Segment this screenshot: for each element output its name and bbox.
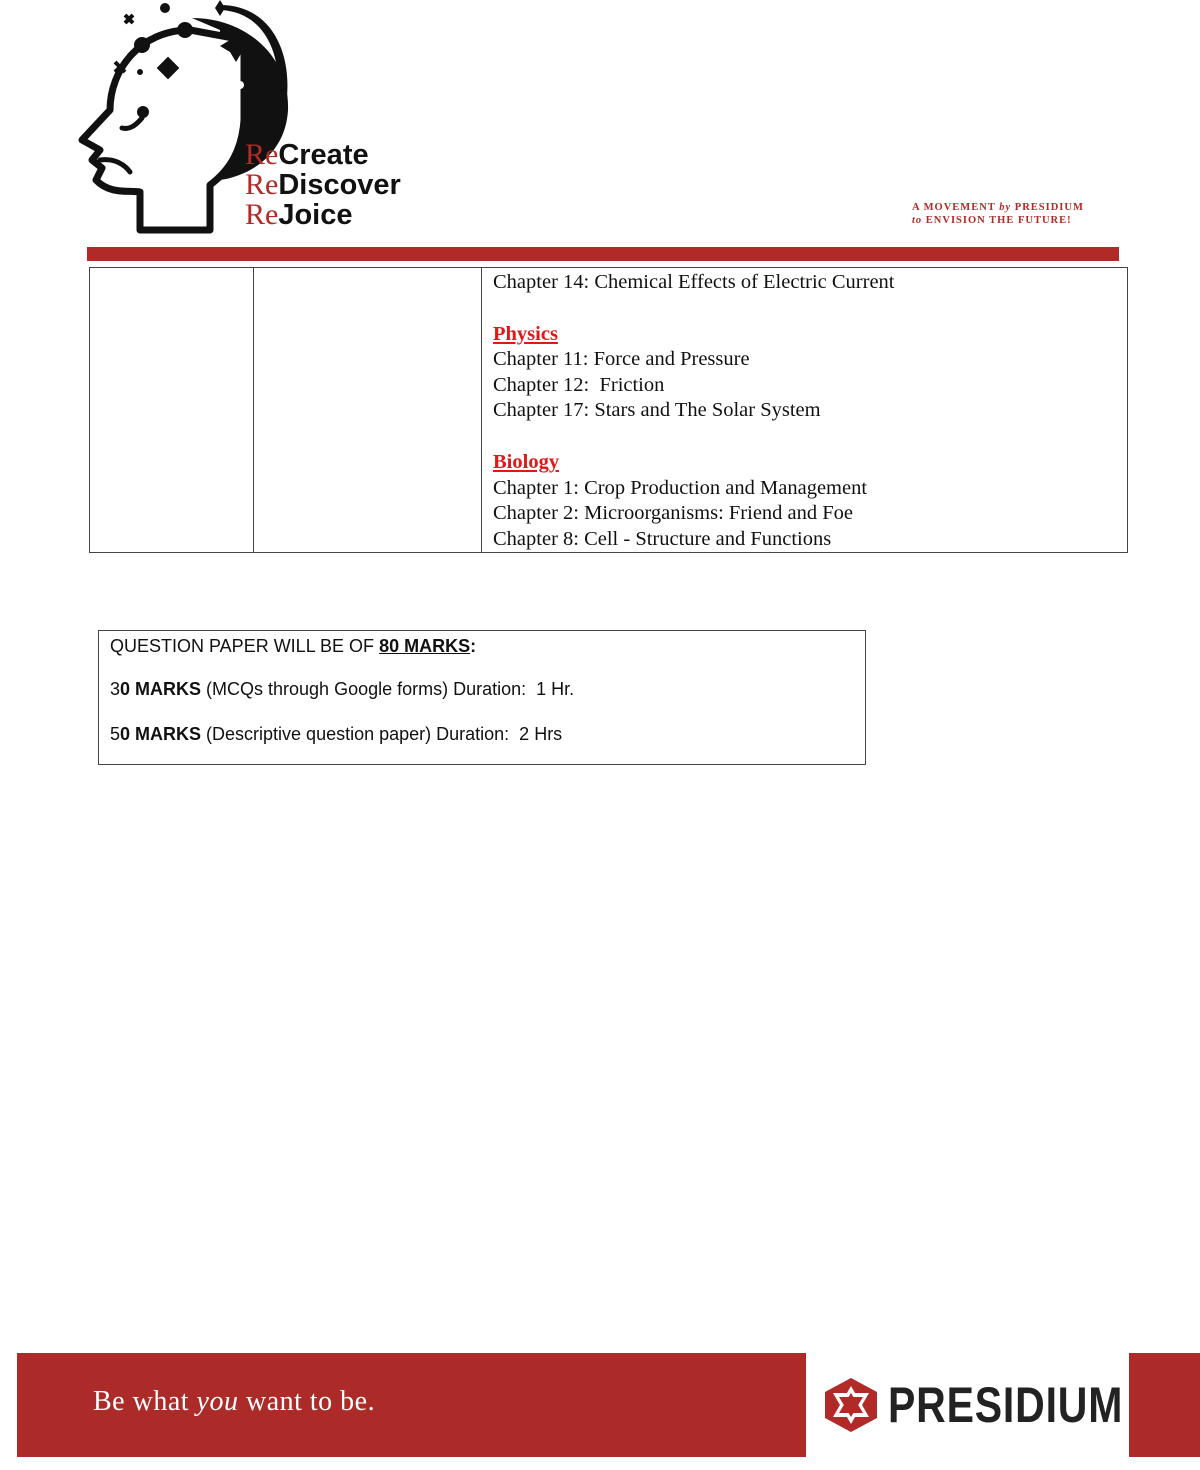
table-cell-empty-1 xyxy=(90,268,254,553)
chapter-line: Chapter 8: Cell - Structure and Functions xyxy=(493,527,832,550)
table-cell-empty-2 xyxy=(254,268,482,553)
logo-line-rediscover: ReDiscover xyxy=(245,168,401,201)
logo-line-rejoice: ReJoice xyxy=(245,198,353,231)
presidium-wordmark: PRESIDIUM xyxy=(888,1377,1124,1433)
header-divider-bar xyxy=(87,247,1119,261)
table-row xyxy=(90,268,1128,553)
chapter-line: Chapter 11: Force and Pressure xyxy=(493,348,750,371)
header-tagline: A MOVEMENT by PRESIDIUM to ENVISION THE FUTURE! xyxy=(912,202,1084,226)
subject-heading-biology: Biology xyxy=(493,450,560,473)
subject-heading-physics: Physics xyxy=(493,322,558,345)
logo-line-recreate: ReCreate xyxy=(245,138,369,171)
chapter-line: Chapter 14: Chemical Effects of Electric Current xyxy=(493,271,895,293)
chapter-line: Chapter 1: Crop Production and Management xyxy=(493,476,868,499)
footer-right-band xyxy=(1129,1353,1200,1457)
logo-wordmark xyxy=(245,140,401,230)
marks-title: QUESTION PAPER WILL BE OF 80 MARKS: xyxy=(110,636,477,656)
marks-info-box xyxy=(98,630,866,765)
recreate-logo xyxy=(70,0,450,235)
chapter-line: Chapter 12: Friction xyxy=(493,373,665,396)
syllabus-table xyxy=(89,267,1128,553)
presidium-star-emblem-icon xyxy=(822,1377,880,1433)
footer-slogan-band xyxy=(17,1353,806,1457)
table-cell-chapters xyxy=(482,268,1128,553)
footer xyxy=(0,1353,1200,1457)
marks-line-descriptive: 50 MARKS (Descriptive question paper) Duration: 2 Hrs xyxy=(110,724,563,744)
chapter-line: Chapter 17: Stars and The Solar System xyxy=(493,399,821,422)
footer-slogan: Be what you want to be. xyxy=(93,1386,376,1417)
marks-line-mcq: 30 MARKS (MCQs through Google forms) Duration: 1 Hr. xyxy=(110,679,575,699)
chapter-line: Chapter 2: Microorganisms: Friend and Foe xyxy=(493,502,854,525)
